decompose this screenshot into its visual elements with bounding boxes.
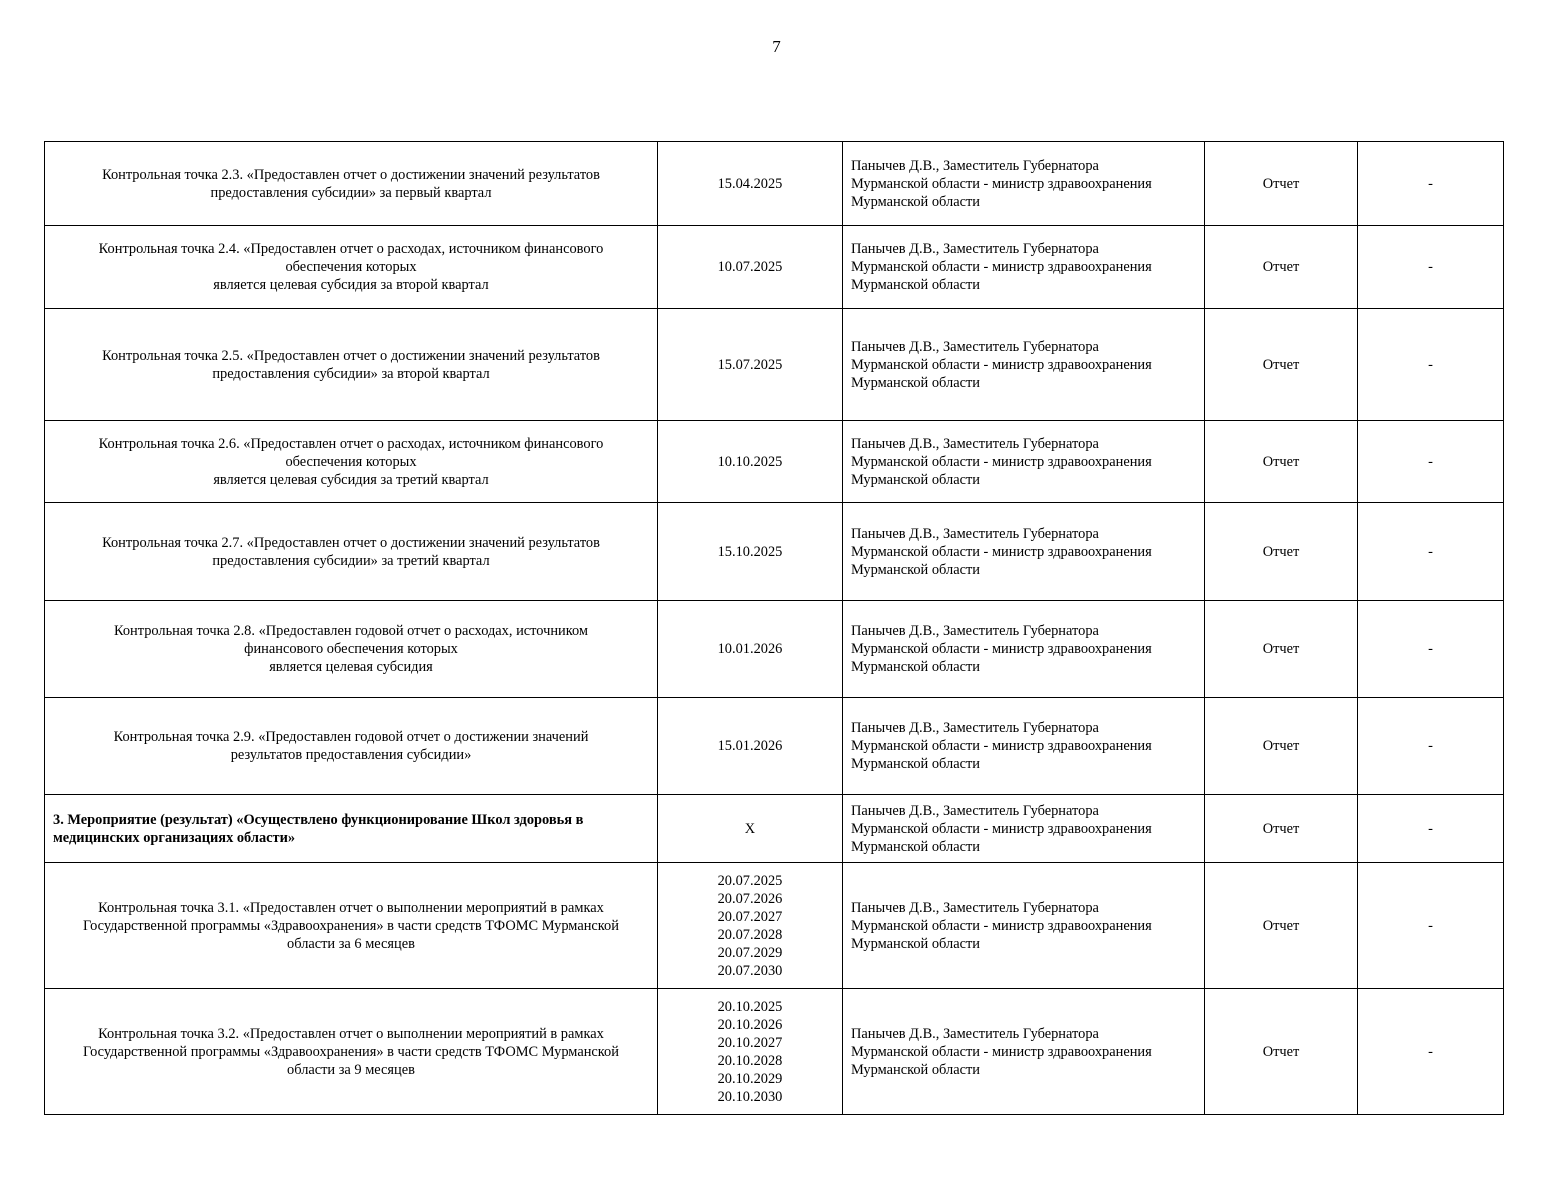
table-row <box>45 795 1504 863</box>
control-point-name: Контрольная точка 3.1. «Предоставлен отчет о выполнении мероприятий в рамках Государственной программы «Здравоохранения» в части средств ТФОМС Мурманской области за 6 месяцев <box>45 863 658 989</box>
responsible-person: Панычев Д.В., Заместитель Губернатора Мурманской области - министр здравоохранения Мурманской области <box>843 309 1205 421</box>
responsible-person: Панычев Д.В., Заместитель Губернатора Мурманской области - министр здравоохранения Мурманской области <box>843 795 1205 863</box>
document-type: Отчет <box>1205 698 1358 795</box>
control-point-name: Контрольная точка 2.5. «Предоставлен отчет о достижении значений результатов предоставления субсидии» за второй квартал <box>45 309 658 421</box>
document-type: Отчет <box>1205 142 1358 226</box>
deadline-date: 15.10.2025 <box>658 503 843 601</box>
extra-value: - <box>1358 309 1504 421</box>
extra-value: - <box>1358 503 1504 601</box>
document-type: Отчет <box>1205 601 1358 698</box>
extra-value: - <box>1358 698 1504 795</box>
document-type: Отчет <box>1205 989 1358 1115</box>
responsible-person: Панычев Д.В., Заместитель Губернатора Мурманской области - министр здравоохранения Мурманской области <box>843 601 1205 698</box>
control-point-name: Контрольная точка 2.7. «Предоставлен отчет о достижении значений результатов предоставления субсидии» за третий квартал <box>45 503 658 601</box>
extra-value: - <box>1358 795 1504 863</box>
deadline-date: 10.10.2025 <box>658 421 843 503</box>
deadline-date: 20.07.2025 20.07.2026 20.07.2027 20.07.2028 20.07.2029 20.07.2030 <box>658 863 843 989</box>
control-point-name: Контрольная точка 2.8. «Предоставлен годовой отчет о расходах, источником финансового обеспечения которых является целевая субсидия <box>45 601 658 698</box>
responsible-person: Панычев Д.В., Заместитель Губернатора Мурманской области - министр здравоохранения Мурманской области <box>843 698 1205 795</box>
control-point-name: Контрольная точка 3.2. «Предоставлен отчет о выполнении мероприятий в рамках Государственной программы «Здравоохранения» в части средств ТФОМС Мурманской области за 9 месяцев <box>45 989 658 1115</box>
deadline-date: 10.01.2026 <box>658 601 843 698</box>
extra-value: - <box>1358 863 1504 989</box>
table-row <box>45 142 1504 226</box>
document-type: Отчет <box>1205 226 1358 309</box>
deadline-date: X <box>658 795 843 863</box>
table-row <box>45 601 1504 698</box>
responsible-person: Панычев Д.В., Заместитель Губернатора Мурманской области - министр здравоохранения Мурманской области <box>843 863 1205 989</box>
table-row <box>45 309 1504 421</box>
extra-value: - <box>1358 421 1504 503</box>
responsible-person: Панычев Д.В., Заместитель Губернатора Мурманской области - министр здравоохранения Мурманской области <box>843 421 1205 503</box>
extra-value: - <box>1358 142 1504 226</box>
control-point-name: Контрольная точка 2.6. «Предоставлен отчет о расходах, источником финансового обеспечения которых является целевая субсидия за третий квартал <box>45 421 658 503</box>
extra-value: - <box>1358 601 1504 698</box>
deadline-date: 15.01.2026 <box>658 698 843 795</box>
table-row <box>45 226 1504 309</box>
extra-value: - <box>1358 226 1504 309</box>
deadline-date: 10.07.2025 <box>658 226 843 309</box>
deadline-date: 15.07.2025 <box>658 309 843 421</box>
document-type: Отчет <box>1205 309 1358 421</box>
extra-value: - <box>1358 989 1504 1115</box>
table-row <box>45 421 1504 503</box>
responsible-person: Панычев Д.В., Заместитель Губернатора Мурманской области - министр здравоохранения Мурманской области <box>843 503 1205 601</box>
control-point-name: Контрольная точка 2.4. «Предоставлен отчет о расходах, источником финансового обеспечения которых является целевая субсидия за второй квартал <box>45 226 658 309</box>
deadline-date: 15.04.2025 <box>658 142 843 226</box>
activity-name: 3. Мероприятие (результат) «Осуществлено функционирование Школ здоровья в медицинских организациях области» <box>45 795 658 863</box>
document-type: Отчет <box>1205 863 1358 989</box>
control-point-name: Контрольная точка 2.3. «Предоставлен отчет о достижении значений результатов предоставления субсидии» за первый квартал <box>45 142 658 226</box>
table-row <box>45 503 1504 601</box>
document-type: Отчет <box>1205 421 1358 503</box>
table-row <box>45 698 1504 795</box>
page-number: 7 <box>772 37 781 56</box>
control-points-table <box>44 141 1504 1115</box>
document-type: Отчет <box>1205 503 1358 601</box>
responsible-person: Панычев Д.В., Заместитель Губернатора Мурманской области - министр здравоохранения Мурманской области <box>843 142 1205 226</box>
table-row <box>45 989 1504 1115</box>
deadline-date: 20.10.2025 20.10.2026 20.10.2027 20.10.2028 20.10.2029 20.10.2030 <box>658 989 843 1115</box>
table-row <box>45 863 1504 989</box>
responsible-person: Панычев Д.В., Заместитель Губернатора Мурманской области - министр здравоохранения Мурманской области <box>843 226 1205 309</box>
control-point-name: Контрольная точка 2.9. «Предоставлен годовой отчет о достижении значений результатов предоставления субсидии» <box>45 698 658 795</box>
responsible-person: Панычев Д.В., Заместитель Губернатора Мурманской области - министр здравоохранения Мурманской области <box>843 989 1205 1115</box>
document-type: Отчет <box>1205 795 1358 863</box>
